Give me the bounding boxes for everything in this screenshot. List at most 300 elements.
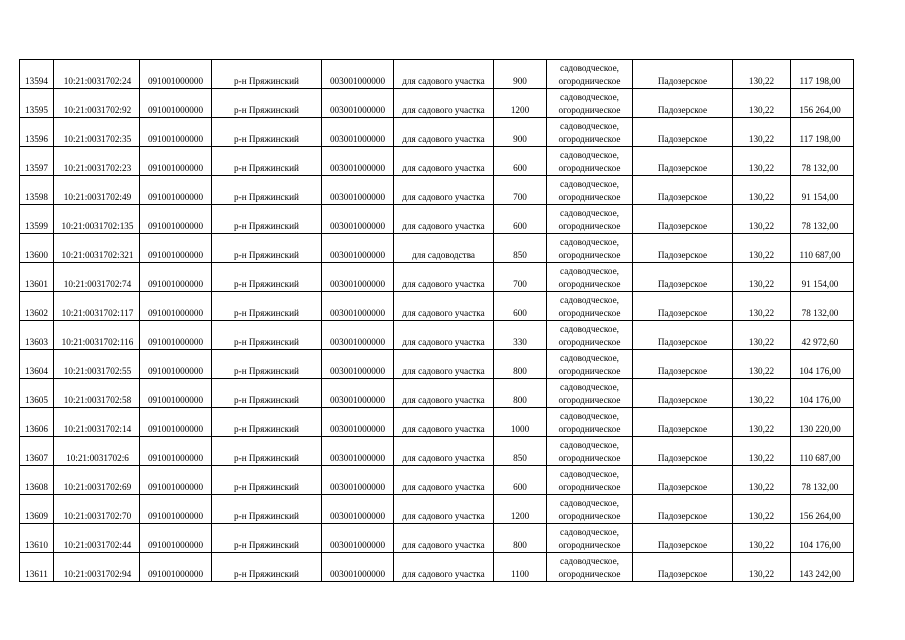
area-cell [494,466,547,495]
oktmo-code-cell [140,408,212,437]
cadastral-value-text: 156 264,00 [799,511,841,521]
table-row [20,553,854,582]
permitted-use-text: для садового участка [402,366,485,376]
oktmo-code-text: 091001000000 [147,308,204,318]
okato-code-cell [322,350,394,379]
row-number-text: 13609 [25,511,48,521]
table-row [20,234,854,263]
permitted-use-cell [394,118,494,147]
permitted-use-cell [394,350,494,379]
settlement-cell [633,495,733,524]
specific-value-text: 130,22 [748,453,775,463]
okato-code-cell [322,234,394,263]
row-number-text: 13597 [25,163,48,173]
cadastral-number-text: 10:21:0031702:44 [63,540,132,550]
cadastral-value-cell [791,263,854,292]
row-number-text: 13603 [25,337,48,347]
cadastral-value-text: 156 264,00 [799,105,841,115]
permitted-use-cell [394,176,494,205]
specific-value-cell [733,495,791,524]
district-cell [212,147,322,176]
district-text: р-н Пряжинский [234,279,299,289]
settlement-text: Падозерское [657,482,708,492]
land-use-line-1: садоводческое, [560,150,619,160]
row-number-cell [20,292,54,321]
area-cell [494,234,547,263]
okato-code-cell [322,205,394,234]
oktmo-code-text: 091001000000 [147,511,204,521]
cadastral-value-cell [791,321,854,350]
okato-code-text: 003001000000 [329,482,386,492]
cadastral-number-text: 10:21:0031702:58 [63,395,132,405]
land-use-line-1: садоводческое, [560,556,619,566]
area-cell [494,495,547,524]
row-number-cell [20,466,54,495]
row-number-text: 13596 [25,134,48,144]
cadastral-number-cell [54,495,140,524]
settlement-text: Падозерское [657,279,708,289]
okato-code-cell [322,437,394,466]
permitted-use-cell [394,234,494,263]
cadastral-number-cell [54,553,140,582]
permitted-use-cell [394,60,494,89]
cadastral-value-cell [791,292,854,321]
cadastral-value-text: 78 132,00 [801,308,839,318]
land-use-type-cell [547,60,633,89]
district-text: р-н Пряжинский [234,337,299,347]
area-cell [494,350,547,379]
land-use-line-2: огородническое [558,192,621,202]
district-cell [212,118,322,147]
okato-code-cell [322,147,394,176]
land-use-line-1: садоводческое, [560,411,619,421]
specific-value-text: 130,22 [748,76,775,86]
permitted-use-text: для садового участка [402,279,485,289]
land-use-type-cell [547,205,633,234]
table-row [20,495,854,524]
settlement-cell [633,89,733,118]
cadastral-value-text: 117 198,00 [799,76,841,86]
area-text: 600 [513,221,527,231]
permitted-use-text: для садового участка [402,569,485,579]
settlement-text: Падозерское [657,221,708,231]
land-use-type-cell [547,495,633,524]
land-use-line-2: огородническое [558,511,621,521]
land-use-line-1: садоводческое, [560,469,619,479]
land-use-line-2: огородническое [558,250,621,260]
okato-code-text: 003001000000 [329,250,386,260]
cadastral-number-cell [54,89,140,118]
okato-code-text: 003001000000 [329,105,386,115]
cadastral-number-cell [54,263,140,292]
oktmo-code-text: 091001000000 [147,250,204,260]
table-row [20,524,854,553]
table-row [20,408,854,437]
cadastral-number-text: 10:21:0031702:94 [63,569,132,579]
settlement-cell [633,321,733,350]
specific-value-text: 130,22 [748,163,775,173]
land-use-type-cell [547,292,633,321]
specific-value-cell [733,205,791,234]
area-text: 800 [513,395,527,405]
district-text: р-н Пряжинский [234,511,299,521]
table-row [20,379,854,408]
land-use-line-2: огородническое [558,76,621,86]
row-number-text: 13602 [25,308,48,318]
land-use-line-2: огородническое [558,134,621,144]
permitted-use-text: для садового участка [402,395,485,405]
oktmo-code-cell [140,234,212,263]
oktmo-code-cell [140,379,212,408]
row-number-cell [20,495,54,524]
cadastral-number-cell [54,118,140,147]
permitted-use-text: для садового участка [402,308,485,318]
specific-value-text: 130,22 [748,482,775,492]
district-text: р-н Пряжинский [234,105,299,115]
table-body [20,60,854,582]
settlement-cell [633,437,733,466]
settlement-text: Падозерское [657,366,708,376]
oktmo-code-cell [140,89,212,118]
row-number-cell [20,118,54,147]
land-use-type-cell [547,437,633,466]
district-cell [212,176,322,205]
land-use-line-1: садоводческое, [560,324,619,334]
okato-code-text: 003001000000 [329,308,386,318]
permitted-use-cell [394,495,494,524]
area-text: 700 [513,192,527,202]
area-cell [494,205,547,234]
land-use-line-2: огородническое [558,308,621,318]
row-number-text: 13595 [25,105,48,115]
settlement-text: Падозерское [657,134,708,144]
cadastral-number-text: 10:21:0031702:23 [63,163,132,173]
row-number-text: 13599 [25,221,48,231]
oktmo-code-cell [140,147,212,176]
permitted-use-cell [394,524,494,553]
area-cell [494,524,547,553]
district-cell [212,89,322,118]
land-use-line-2: огородническое [558,540,621,550]
settlement-text: Падозерское [657,540,708,550]
settlement-text: Падозерское [657,76,708,86]
row-number-text: 13600 [25,250,48,260]
row-number-text: 13607 [25,453,48,463]
area-cell [494,147,547,176]
permitted-use-text: для садового участка [402,163,485,173]
oktmo-code-text: 091001000000 [147,424,204,434]
oktmo-code-cell [140,466,212,495]
permitted-use-cell [394,147,494,176]
permitted-use-cell [394,321,494,350]
cadastral-value-text: 78 132,00 [801,221,839,231]
table-row [20,205,854,234]
cadastral-number-cell [54,437,140,466]
table-row [20,321,854,350]
land-use-line-2: огородническое [558,279,621,289]
settlement-text: Падозерское [657,250,708,260]
settlement-text: Падозерское [657,424,708,434]
permitted-use-text: для садового участка [402,511,485,521]
cadastral-value-cell [791,408,854,437]
row-number-cell [20,350,54,379]
land-use-line-2: огородническое [558,105,621,115]
specific-value-cell [733,437,791,466]
okato-code-cell [322,466,394,495]
land-use-line-1: садоводческое, [560,527,619,537]
okato-code-cell [322,60,394,89]
land-use-line-1: садоводческое, [560,208,619,218]
permitted-use-text: для садового участка [402,453,485,463]
permitted-use-cell [394,466,494,495]
district-text: р-н Пряжинский [234,395,299,405]
specific-value-cell [733,147,791,176]
cadastral-number-text: 10:21:0031702:24 [63,76,132,86]
settlement-cell [633,466,733,495]
oktmo-code-cell [140,321,212,350]
cadastral-value-text: 78 132,00 [801,163,839,173]
area-text: 600 [513,482,527,492]
specific-value-text: 130,22 [748,279,775,289]
cadastral-number-cell [54,205,140,234]
permitted-use-text: для садового участка [402,540,485,550]
settlement-cell [633,118,733,147]
permitted-use-text: для садоводства [412,250,475,260]
specific-value-text: 130,22 [748,424,775,434]
table-row [20,466,854,495]
district-cell [212,292,322,321]
area-text: 800 [513,540,527,550]
specific-value-cell [733,350,791,379]
row-number-text: 13598 [25,192,48,202]
table-row [20,263,854,292]
oktmo-code-cell [140,292,212,321]
cadastral-value-cell [791,553,854,582]
okato-code-text: 003001000000 [329,337,386,347]
cadastral-value-text: 104 176,00 [799,366,841,376]
district-text: р-н Пряжинский [234,163,299,173]
oktmo-code-cell [140,437,212,466]
area-cell [494,553,547,582]
permitted-use-text: для садового участка [402,134,485,144]
table-row [20,176,854,205]
table-row [20,60,854,89]
row-number-text: 13611 [25,569,48,579]
cadastral-number-cell [54,292,140,321]
permitted-use-text: для садового участка [402,76,485,86]
district-cell [212,263,322,292]
area-text: 800 [513,366,527,376]
row-number-cell [20,147,54,176]
land-use-type-cell [547,524,633,553]
oktmo-code-text: 091001000000 [147,395,204,405]
row-number-text: 13605 [25,395,48,405]
district-cell [212,205,322,234]
oktmo-code-cell [140,118,212,147]
cadastral-value-table [19,59,854,582]
cadastral-value-cell [791,205,854,234]
area-cell [494,60,547,89]
area-text: 850 [513,453,527,463]
permitted-use-text: для садового участка [402,482,485,492]
cadastral-value-text: 104 176,00 [799,540,841,550]
cadastral-value-cell [791,147,854,176]
okato-code-text: 003001000000 [329,76,386,86]
specific-value-cell [733,321,791,350]
oktmo-code-cell [140,60,212,89]
permitted-use-text: для садового участка [402,105,485,115]
row-number-cell [20,263,54,292]
row-number-text: 13608 [25,482,48,492]
oktmo-code-cell [140,350,212,379]
area-text: 900 [513,134,527,144]
specific-value-text: 130,22 [748,250,775,260]
area-cell [494,176,547,205]
settlement-text: Падозерское [657,163,708,173]
cadastral-value-text: 42 972,60 [801,337,839,347]
table-row [20,292,854,321]
district-text: р-н Пряжинский [234,76,299,86]
specific-value-text: 130,22 [748,511,775,521]
permitted-use-text: для садового участка [402,424,485,434]
settlement-text: Падозерское [657,569,708,579]
okato-code-text: 003001000000 [329,279,386,289]
permitted-use-text: для садового участка [402,337,485,347]
cadastral-number-text: 10:21:0031702:321 [61,250,134,260]
settlement-cell [633,553,733,582]
land-use-type-cell [547,321,633,350]
specific-value-text: 130,22 [748,395,775,405]
row-number-cell [20,524,54,553]
okato-code-cell [322,292,394,321]
permitted-use-cell [394,205,494,234]
settlement-text: Падозерское [657,395,708,405]
table-row [20,89,854,118]
cadastral-value-text: 110 687,00 [799,453,841,463]
district-cell [212,553,322,582]
okato-code-cell [322,176,394,205]
cadastral-number-cell [54,350,140,379]
area-cell [494,263,547,292]
district-text: р-н Пряжинский [234,366,299,376]
cadastral-number-text: 10:21:0031702:35 [63,134,132,144]
oktmo-code-cell [140,263,212,292]
settlement-cell [633,379,733,408]
cadastral-value-text: 130 220,00 [799,424,841,434]
row-number-cell [20,60,54,89]
okato-code-text: 003001000000 [329,395,386,405]
oktmo-code-cell [140,553,212,582]
specific-value-cell [733,379,791,408]
cadastral-number-cell [54,234,140,263]
specific-value-cell [733,263,791,292]
cadastral-value-cell [791,524,854,553]
land-use-line-1: садоводческое, [560,295,619,305]
cadastral-number-text: 10:21:0031702:135 [61,221,134,231]
land-use-type-cell [547,234,633,263]
cadastral-number-text: 10:21:0031702:116 [61,337,134,347]
specific-value-text: 130,22 [748,308,775,318]
cadastral-value-cell [791,437,854,466]
permitted-use-cell [394,379,494,408]
land-use-line-1: садоводческое, [560,266,619,276]
area-text: 900 [513,76,527,86]
district-text: р-н Пряжинский [234,134,299,144]
cadastral-number-text: 10:21:0031702:69 [63,482,132,492]
oktmo-code-cell [140,495,212,524]
cadastral-value-cell [791,466,854,495]
specific-value-text: 130,22 [748,366,775,376]
row-number-text: 13610 [25,540,48,550]
land-use-line-1: садоводческое, [560,92,619,102]
okato-code-text: 003001000000 [329,221,386,231]
cadastral-value-cell [791,176,854,205]
specific-value-cell [733,408,791,437]
land-use-type-cell [547,118,633,147]
settlement-cell [633,408,733,437]
okato-code-text: 003001000000 [329,366,386,376]
area-cell [494,118,547,147]
land-use-line-2: огородническое [558,569,621,579]
specific-value-text: 130,22 [748,192,775,202]
oktmo-code-cell [140,205,212,234]
oktmo-code-text: 091001000000 [147,221,204,231]
okato-code-text: 003001000000 [329,134,386,144]
okato-code-text: 003001000000 [329,163,386,173]
okato-code-cell [322,408,394,437]
cadastral-value-cell [791,60,854,89]
okato-code-text: 003001000000 [329,569,386,579]
cadastral-value-text: 143 242,00 [799,569,841,579]
cadastral-number-cell [54,321,140,350]
district-text: р-н Пряжинский [234,453,299,463]
oktmo-code-text: 091001000000 [147,76,204,86]
cadastral-value-cell [791,118,854,147]
cadastral-number-cell [54,524,140,553]
row-number-cell [20,408,54,437]
cadastral-number-text: 10:21:0031702:14 [63,424,132,434]
cadastral-number-cell [54,379,140,408]
specific-value-cell [733,234,791,263]
table-row [20,118,854,147]
land-use-line-2: огородническое [558,424,621,434]
specific-value-cell [733,118,791,147]
specific-value-text: 130,22 [748,105,775,115]
specific-value-cell [733,60,791,89]
cadastral-value-text: 110 687,00 [799,250,841,260]
land-use-type-cell [547,466,633,495]
area-text: 600 [513,163,527,173]
settlement-cell [633,234,733,263]
settlement-cell [633,176,733,205]
area-text: 1200 [510,105,530,115]
cadastral-value-cell [791,495,854,524]
cadastral-value-cell [791,234,854,263]
settlement-text: Падозерское [657,105,708,115]
district-cell [212,466,322,495]
land-use-line-1: садоводческое, [560,121,619,131]
oktmo-code-text: 091001000000 [147,105,204,115]
okato-code-text: 003001000000 [329,424,386,434]
land-use-type-cell [547,263,633,292]
cadastral-value-cell [791,379,854,408]
district-cell [212,379,322,408]
settlement-cell [633,292,733,321]
settlement-cell [633,524,733,553]
cadastral-number-text: 10:21:0031702:117 [61,308,134,318]
oktmo-code-text: 091001000000 [147,337,204,347]
row-number-cell [20,234,54,263]
